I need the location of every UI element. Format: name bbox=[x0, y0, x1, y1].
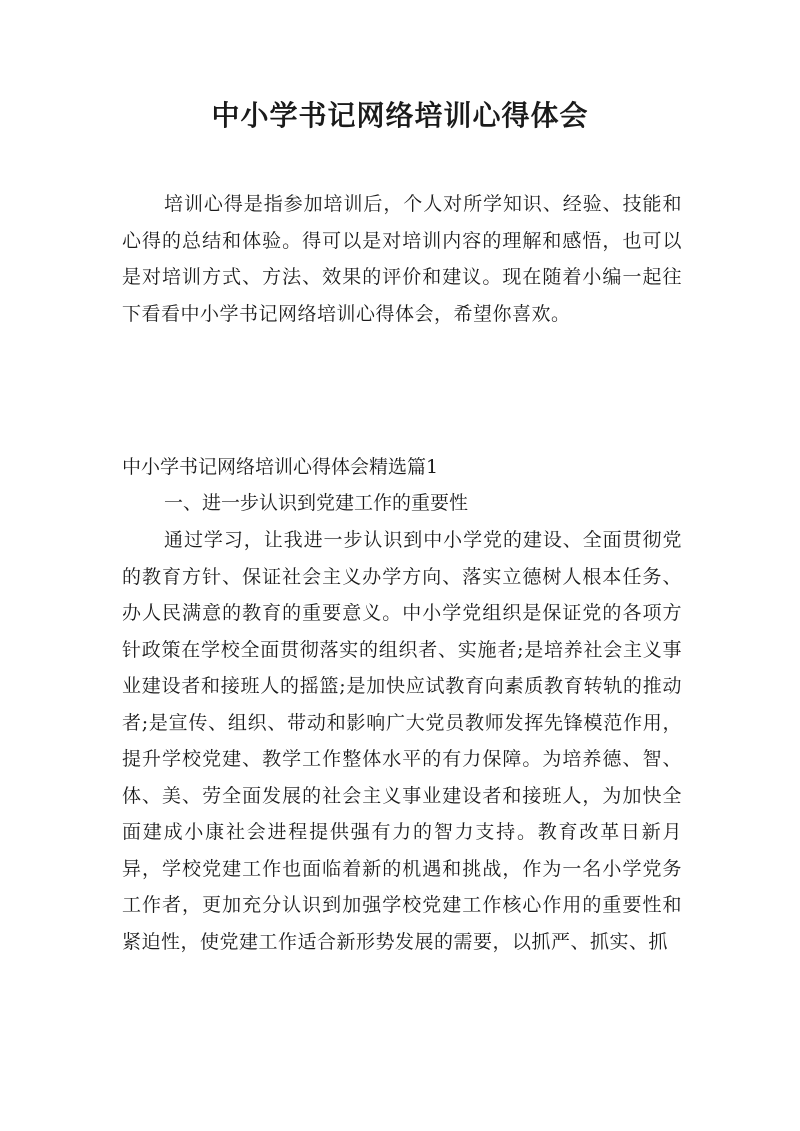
document-title: 中小学书记网络培训心得体会 bbox=[211, 99, 589, 132]
section-heading: 一、进一步认识到党建工作的重要性 bbox=[164, 492, 469, 514]
article-title: 中小学书记网络培训心得体会精选篇1 bbox=[122, 456, 439, 478]
body-paragraph: 通过学习，让我进一步认识到中小学党的建设、全面贯彻党的教育方针、保证社会主义办学方向、落实立德树人根本任务、办人民满意的教育的重要意义。中小学党组织是保证党的各项方针政策在学校全面贯彻落实的组织者、实施者;是培养社会主义事业建设者和接班人的摇篮;是加快应试教育向素质教育转轨的推动者;是宣传、组织、带动和影响广大党员教师发挥先锋模范作用，提升学校党建、教学工作整体水平的有力保障。为培养德、智、体、美、劳全面发展的社会主义事业建设者和接班人，为加快全面建成小康社会进程提供强有力的智力支持。教育改革日新月异，学校党建工作也面临着新的机遇和挑战，作为一名小学党务工作者，更加充分认识到加强学校党建工作核心作用的重要性和紧迫性，使党建工作适合新形势发展的需要，以抓严、抓实、抓 bbox=[122, 529, 682, 953]
intro-paragraph: 培训心得是指参加培训后，个人对所学知识、经验、技能和心得的总结和体验。得可以是对培训内容的理解和感悟，也可以是对培训方式、方法、效果的评价和建议。现在随着小编一起往下看看中小学书记网络培训心得体会，希望你喜欢。 bbox=[122, 193, 682, 325]
